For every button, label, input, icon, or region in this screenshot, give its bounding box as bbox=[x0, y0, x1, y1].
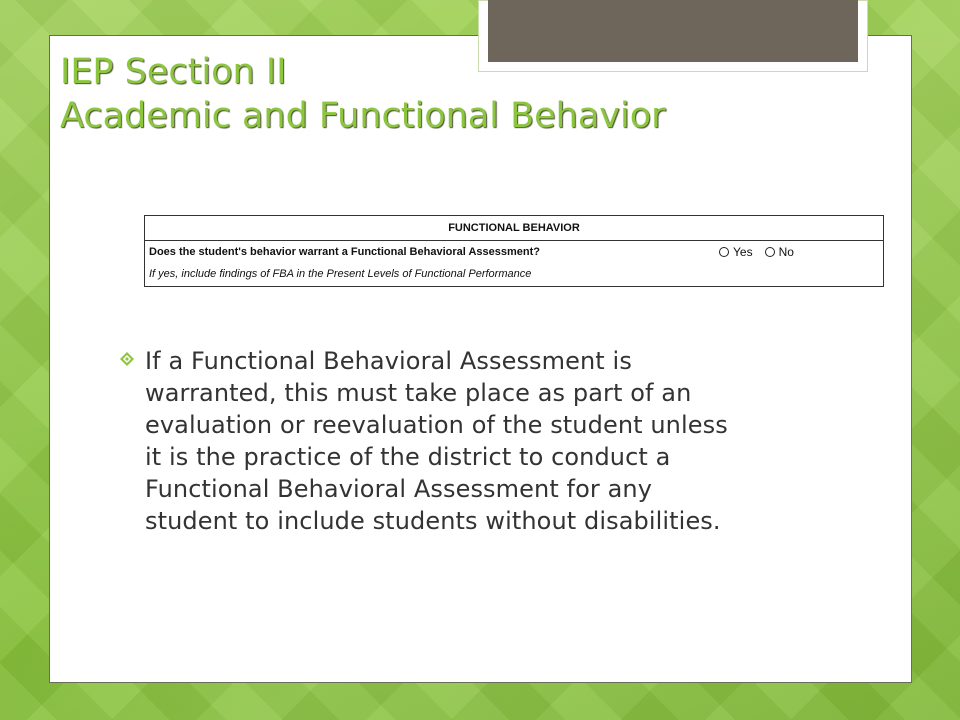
form-note-row bbox=[145, 263, 883, 285]
bullet-text bbox=[145, 345, 880, 537]
radio-yes-label: Yes bbox=[733, 245, 753, 259]
radio-group bbox=[719, 241, 802, 263]
form-note: If yes, include findings of FBA in the Present Levels of Functional Performance bbox=[149, 268, 532, 280]
radio-no-label: No bbox=[778, 245, 794, 259]
form-header: FUNCTIONAL BEHAVIOR bbox=[145, 216, 883, 241]
form-question-row bbox=[145, 241, 883, 263]
bullet-line: it is the practice of the district to conduct a bbox=[145, 443, 671, 471]
bullet-line: evaluation or reevaluation of the student unless bbox=[145, 411, 728, 439]
bullet-line: Functional Behavioral Assessment for any bbox=[145, 475, 653, 503]
functional-behavior-form bbox=[144, 215, 884, 287]
bullet-diamond-icon bbox=[120, 352, 134, 366]
title-line-1: IEP Section II bbox=[60, 52, 287, 92]
slide-title bbox=[60, 50, 666, 138]
bullet-line: student to include students without disabilities. bbox=[145, 507, 721, 535]
form-question: Does the student's behavior warrant a Functional Behavioral Assessment? bbox=[149, 246, 540, 258]
bullet-line: If a Functional Behavioral Assessment is bbox=[145, 347, 632, 375]
title-line-2: Academic and Functional Behavior bbox=[60, 96, 666, 136]
radio-yes[interactable] bbox=[719, 247, 729, 257]
bullet-line: warranted, this must take place as part of an bbox=[145, 379, 692, 407]
radio-no[interactable] bbox=[765, 247, 775, 257]
bullet-item bbox=[120, 345, 880, 537]
